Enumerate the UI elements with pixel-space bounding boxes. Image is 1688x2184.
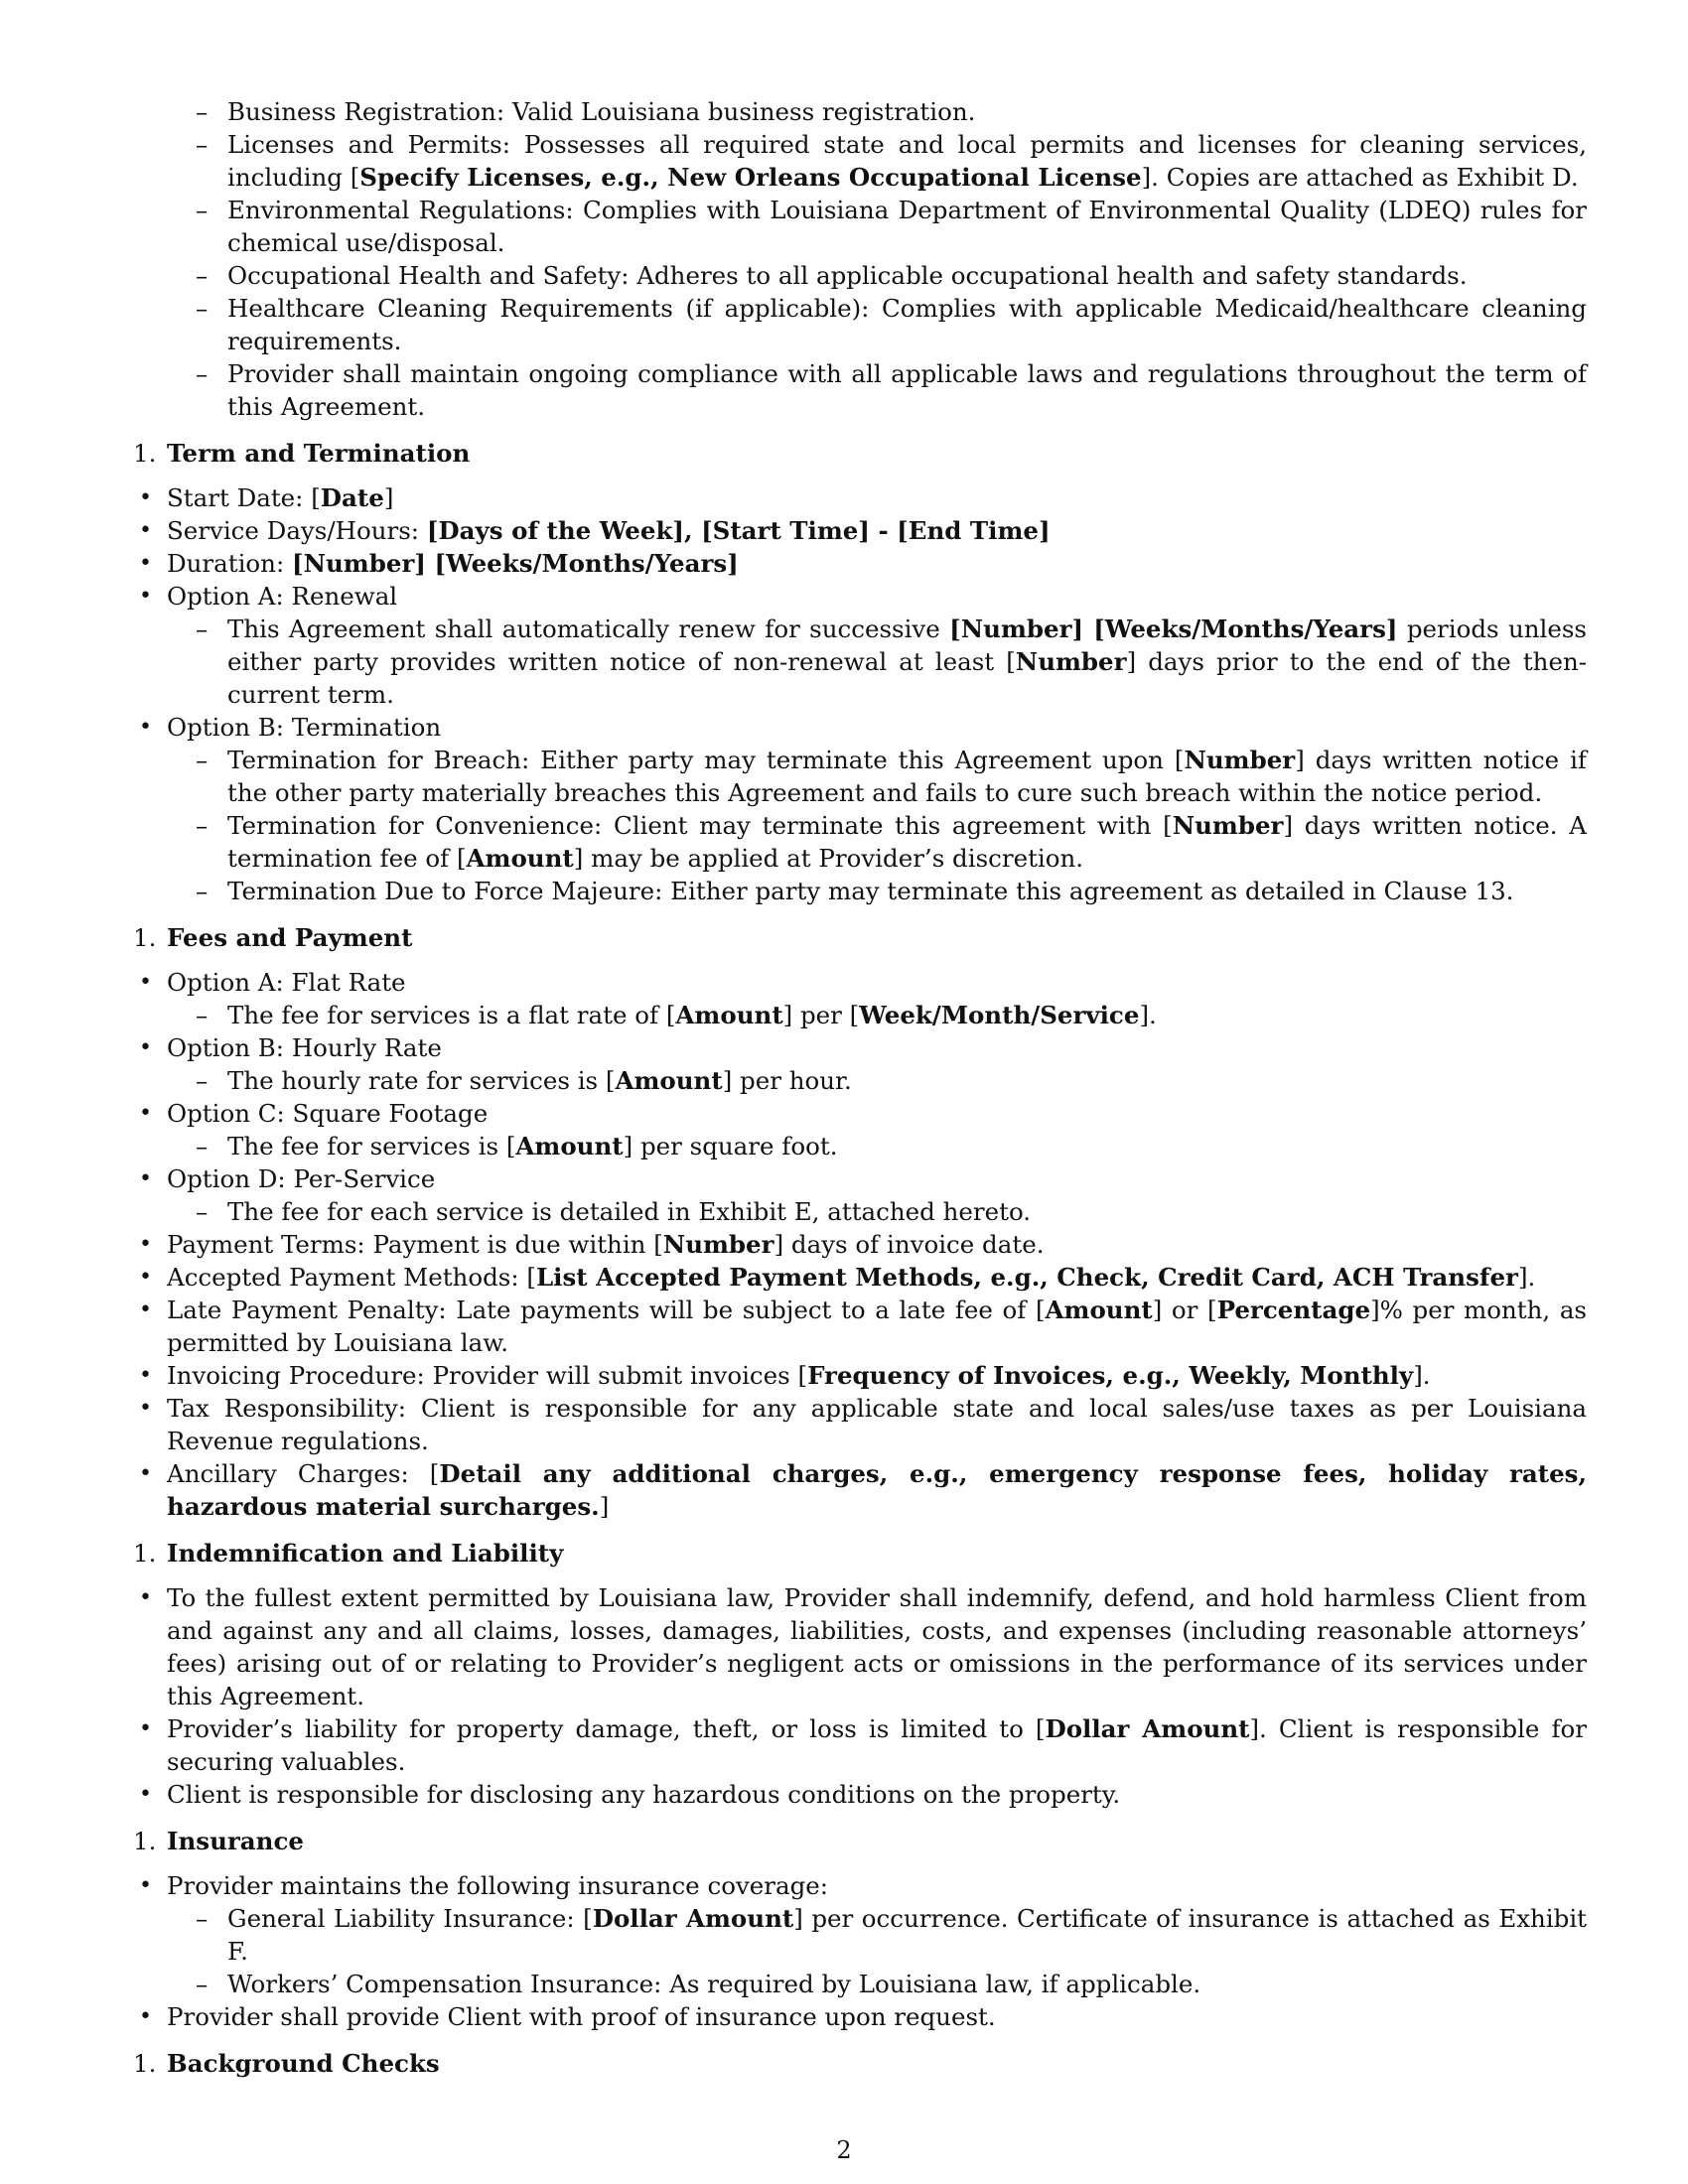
list-item: – Termination for Convenience: Client may terminate this agreement with [Number] days written notice. A termination fee of [Amount] may be applied at Provider’s discretion. [196,811,1587,873]
list-item: – Workers’ Compensation Insurance: As required by Louisiana law, if applicable. [196,1970,1201,1998]
per-service-sublist [196,1195,1587,1228]
fees-list [139,966,1587,1523]
list-item: – Occupational Health and Safety: Adheres to all applicable occupational health and safety standards. [196,261,1468,290]
list-item: – The fee for services is a flat rate of [Amount] per [Week/Month/Service]. [196,1001,1157,1029]
list-item: • Tax Responsibility: Client is responsible for any applicable state and local sales/use taxes as per Louisiana Revenue regulations. [139,1394,1587,1455]
list-item: – Environmental Regulations: Complies with Louisiana Department of Environmental Quality (LDEQ) rules for chemical use/disposal. [196,196,1587,257]
list-item: • Invoicing Procedure: Provider will submit invoices [Frequency of Invoices, e.g., Weekly, Monthly]. [139,1361,1431,1390]
section-heading-term: 1. Term and Termination [133,439,471,468]
list-item: – Termination Due to Force Majeure: Either party may terminate this agreement as detailed in Clause 13. [196,877,1514,905]
insurance-list [139,1869,1588,2033]
list-item: • Option A: Flat Rate – The fee for services is a flat rate of [Amount] per [Week/Month/Service]. [167,966,1587,1031]
list-item: – General Liability Insurance: [Dollar Amount] per occurrence. Certificate of insurance is attached as Exhibit F. [196,1904,1588,1966]
section-heading-indemnification: 1. Indemnification and Liability [133,1539,564,1568]
list-item: – The hourly rate for services is [Amount] per hour. [196,1066,852,1095]
list-item: • Ancillary Charges: [Detail any additional charges, e.g., emergency response fees, holiday rates, hazardous material surcharges.] [139,1459,1587,1521]
list-item: • Option D: Per-Service – The fee for each service is detailed in Exhibit E, attached hereto. [167,1162,1587,1228]
list-item: • Option B: Hourly Rate – The hourly rate for services is [Amount] per hour. [167,1031,1587,1097]
list-item: – The fee for each service is detailed in Exhibit E, attached hereto. [196,1197,1032,1226]
list-item: • Option B: Termination – Termination for Breach: Either party may terminate this Agreement upon [Number] days written notice if the other party materially breaches this Agreement and fails to cure such breach within the notice period. – Termination for Convenience: Client may terminate this agreement with [Number] days written notice. A termination fee of [Amount] may be applied at Provider’s discretion. – Termination Due to Force Majeure: Either party may terminate this agreement as detailed in Clause 13. [139,713,1587,905]
list-item: • Provider shall provide Client with proof of insurance upon request. [139,2002,996,2031]
list-item: – Provider shall maintain ongoing compliance with all applicable laws and regulations throughout the term of this Agreement. [196,359,1587,421]
square-footage-sublist [196,1130,1587,1162]
list-item: • Accepted Payment Methods: [List Accepted Payment Methods, e.g., Check, Credit Card, ACH Transfer]. [139,1263,1536,1292]
term-list [139,481,1588,907]
list-item: • Provider maintains the following insurance coverage: – General Liability Insurance: [Dollar Amount] per occurrence. Certificate of insurance is attached as Exhibit F. – Workers’ Compensation Insurance: As required by Louisiana law, if applicable. [139,1871,1588,1998]
list-item: – Healthcare Cleaning Requirements (if applicable): Complies with applicable Medicaid/healthcare cleaning requirements. [196,294,1587,355]
list-item: • Provider’s liability for property damage, theft, or loss is limited to [Dollar Amount]. Client is responsible for securing valuables. [139,1714,1587,1776]
compliance-list [196,95,1587,423]
list-item: • Option A: Renewal – This Agreement shall automatically renew for successive [Number] [Weeks/Months/Years] periods unless either party provides written notice of non-renewal at least [Number] days prior to the end of the then-current term. [139,582,1588,709]
list-item: • Client is responsible for disclosing any hazardous conditions on the property. [139,1780,1121,1809]
list-item: – The fee for services is [Amount] per square foot. [196,1132,838,1160]
termination-sublist [196,744,1587,907]
list-item: – This Agreement shall automatically renew for successive [Number] [Weeks/Months/Years] periods unless either party provides written notice of non-renewal at least [Number] days prior to the end of the then-current term. [196,614,1588,709]
document-page [133,95,1588,2092]
renewal-sublist [196,613,1588,711]
list-item: – Licenses and Permits: Possesses all required state and local permits and licenses for cleaning services, including [Specify Licenses, e.g., New Orleans Occupational License]. Copies are attached as Exhibit D. [196,130,1587,192]
section-heading-fees: 1. Fees and Payment [133,923,413,952]
insurance-sublist [196,1902,1588,2000]
list-item: • Payment Terms: Payment is due within [Number] days of invoice date. [139,1230,1045,1259]
list-item: • To the fullest extent permitted by Louisiana law, Provider shall indemnify, defend, and hold harmless Client from and against any and all claims, losses, damages, liabilities, costs, and expenses (including reasonable attorneys’ fees) arising out of or relating to Provider’s negligent acts or omissions in the performance of its services under this Agreement. [139,1583,1587,1710]
list-item: • Option C: Square Footage – The fee for services is [Amount] per square foot. [167,1097,1587,1162]
flat-rate-sublist [196,999,1587,1031]
list-item: • Start Date: [Date] [139,483,394,512]
list-item: – Termination for Breach: Either party may terminate this Agreement upon [Number] days written notice if the other party materially breaches this Agreement and fails to cure such breach within the notice period. [196,746,1587,807]
list-item: • Duration: [Number] [Weeks/Months/Years] [139,549,739,578]
section-heading-background: 1. Background Checks [133,2049,440,2078]
list-item: • Service Days/Hours: [Days of the Week], [Start Time] - [End Time] [139,516,1051,545]
list-item: – Business Registration: Valid Louisiana business registration. [196,97,976,126]
list-item: • Late Payment Penalty: Late payments will be subject to a late fee of [Amount] or [Percentage]% per month, as permitted by Louisiana law. [139,1296,1587,1357]
indemnification-list [139,1581,1587,1811]
section-heading-insurance: 1. Insurance [133,1827,304,1855]
hourly-rate-sublist [196,1064,1587,1097]
page-number: 2 [836,2136,852,2164]
